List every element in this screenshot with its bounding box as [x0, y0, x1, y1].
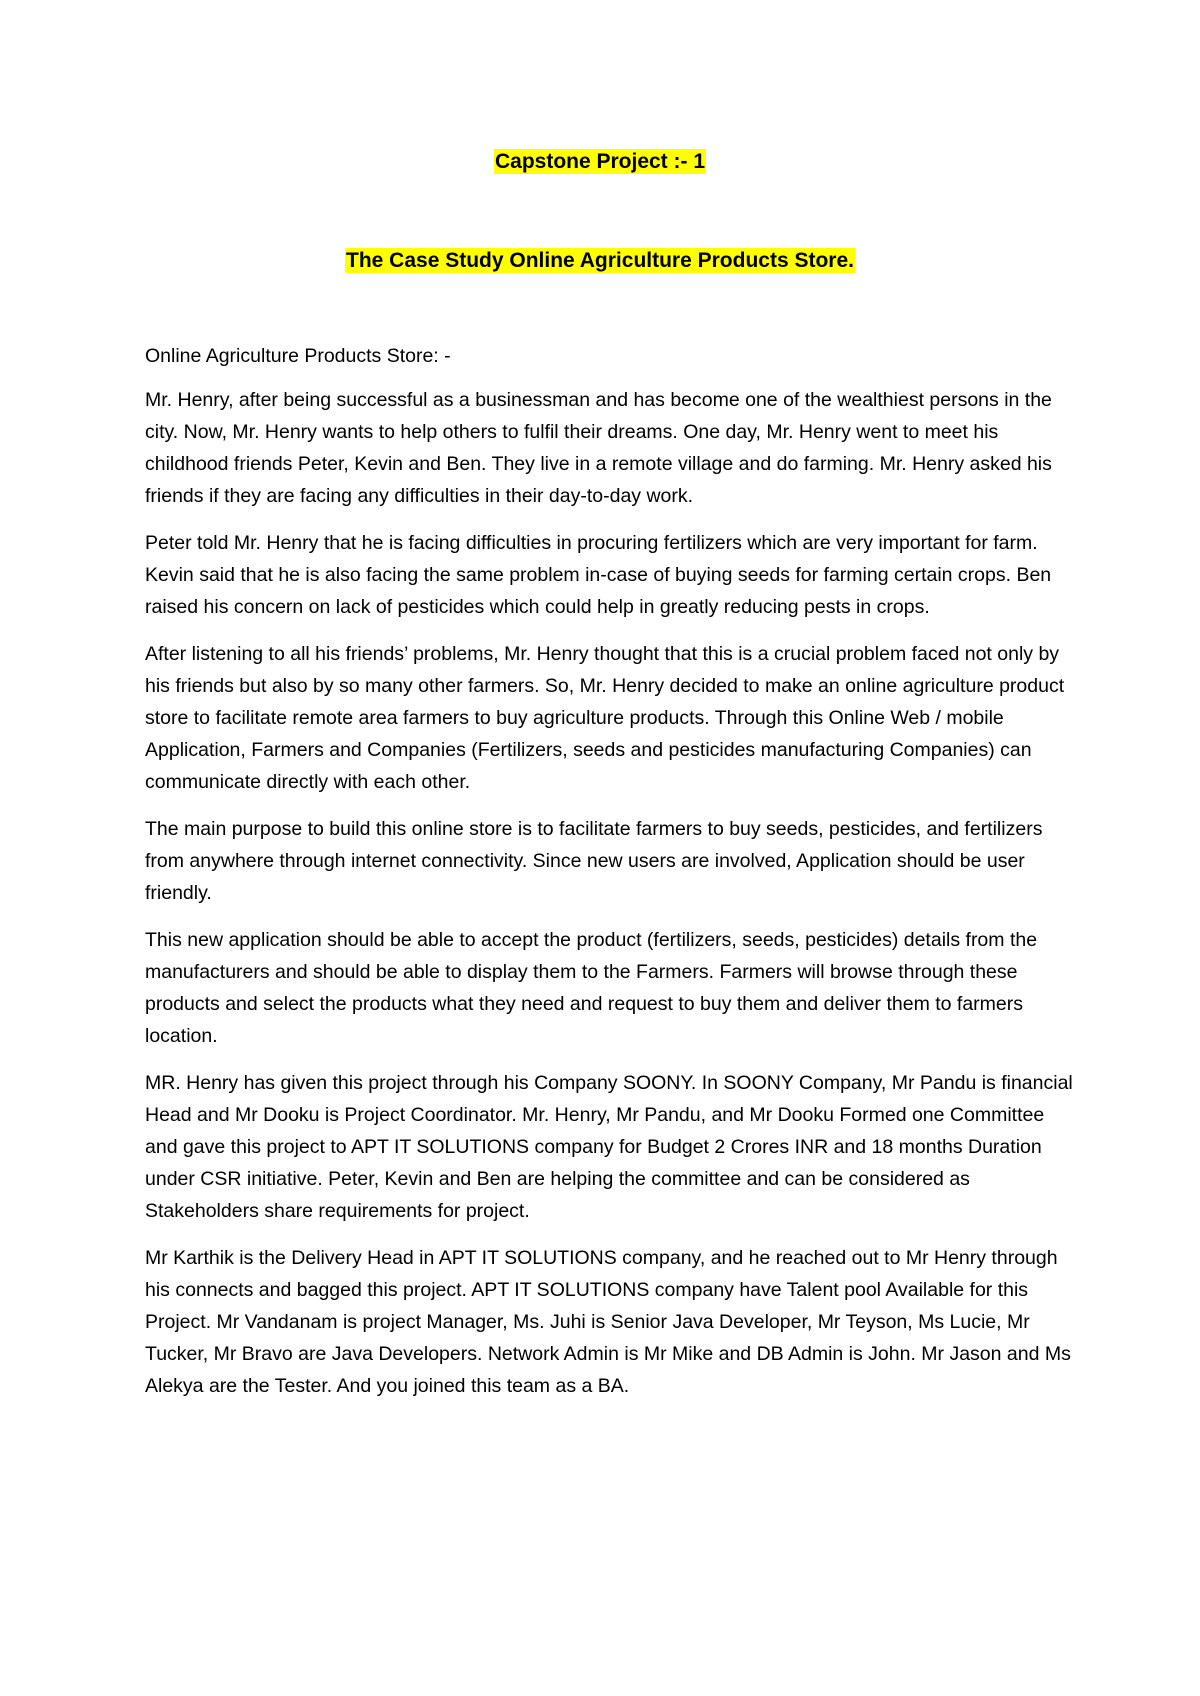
paragraph-requirements: This new application should be able to accept the product (fertilizers, seeds, pesticides) details from the manufacturers and should be able to display them to the Farmers. Farmers will browse through these products and select the products what they need and request to buy them and deliver them to farmers location. [145, 929, 1038, 1047]
title-wrapper [0, 149, 1200, 174]
paragraph-team: Mr Karthik is the Delivery Head in APT IT SOLUTIONS company, and he reached out to Mr Henry through his connects and bagged this project. APT IT SOLUTIONS company have Talent pool Available for this Project. Mr Vandanam is project Manager, Ms. Juhi is Senior Java Developer, Mr Teyson, Ms Lucie, Mr Tucker, Mr Bravo are Java Developers. Network Admin is Mr Mike and DB Admin is John. Mr Jason and Ms Alekya are the Tester. And you joined this team as a BA. [145, 1247, 1071, 1397]
paragraph-purpose: The main purpose to build this online store is to facilitate farmers to buy seeds, pesticides, and fertilizers from anywhere through internet connectivity. Since new users are involved, Application should be user friendly. [145, 818, 1043, 904]
paragraph-committee: MR. Henry has given this project through his Company SOONY. In SOONY Company, Mr Pandu is financial Head and Mr Dooku is Project Coordinator. Mr. Henry, Mr Pandu, and Mr Dooku Formed one Committee and gave this project to APT IT SOLUTIONS company for Budget 2 Crores INR and 18 months Duration under CSR initiative. Peter, Kevin and Ben are helping the committee and can be considered as Stakeholders share requirements for project. [145, 1072, 1073, 1222]
paragraph-solution: After listening to all his friends’ problems, Mr. Henry thought that this is a crucial problem faced not only by his friends but also by so many other farmers. So, Mr. Henry decided to make an online agriculture product store to facilitate remote area farmers to buy agriculture products. Through this Online Web / mobile Application, Farmers and Companies (Fertilizers, seeds and pesticides manufacturing Companies) can communicate directly with each other. [145, 643, 1065, 793]
paragraph-intro: Mr. Henry, after being successful as a businessman and has become one of the wealthiest persons in the city. Now, Mr. Henry wants to help others to fulfil their dreams. One day, Mr. Henry went to meet his childhood friends Peter, Kevin and Ben. They live in a remote village and do farming. Mr. Henry asked his friends if they are facing any difficulties in their day-to-day work. [145, 389, 1052, 507]
paragraph-problems: Peter told Mr. Henry that he is facing difficulties in procuring fertilizers which are very important for farm. Kevin said that he is also facing the same problem in-case of buying seeds for farming certain crops. Ben raised his concern on lack of pesticides which could help in greatly reducing pests in crops. [145, 532, 1052, 618]
case-study-title: The Case Study Online Agriculture Products Store. [346, 249, 854, 272]
document-body [145, 340, 1075, 1417]
document-title: Capstone Project :- 1 [494, 150, 706, 173]
case-study-title-wrapper [0, 248, 1200, 273]
section-heading: Online Agriculture Products Store: - [145, 345, 451, 367]
